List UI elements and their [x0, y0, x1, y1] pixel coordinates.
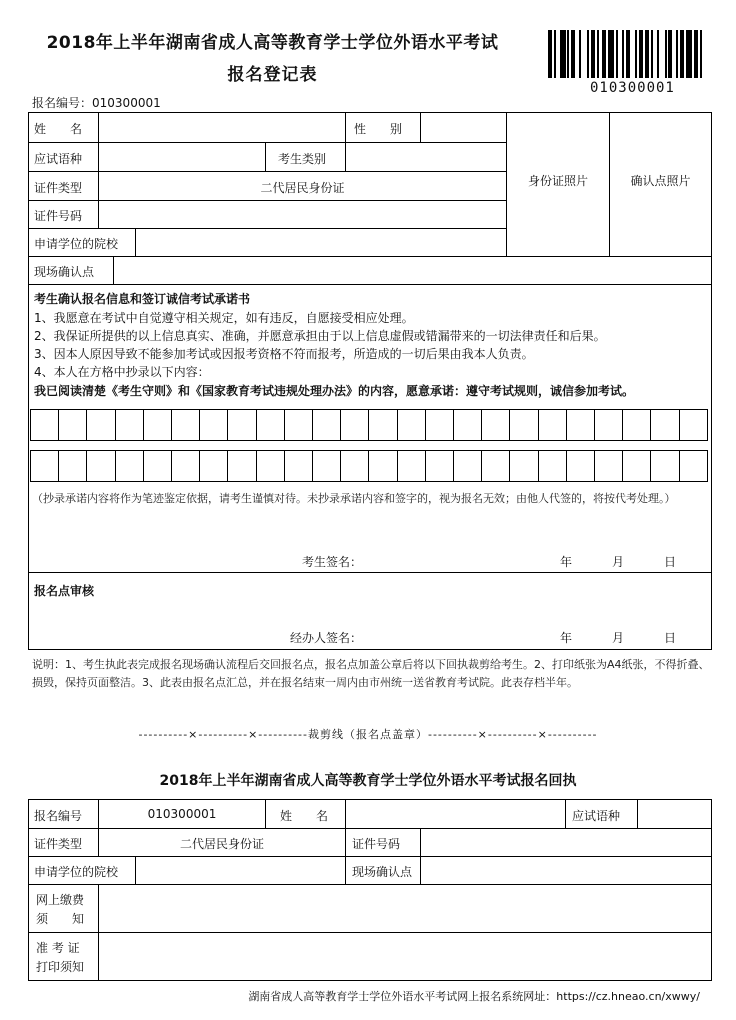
copy-grid-cell[interactable] — [285, 451, 313, 481]
pledge-item: 3、因本人原因导致不能参加考试或因报考资格不符而报考，所造成的一切后果由我本人负责。 — [34, 347, 534, 361]
copy-grid-cell[interactable] — [228, 410, 256, 440]
copy-grid-cell[interactable] — [595, 410, 623, 440]
review-title: 报名点审核 — [34, 584, 95, 598]
form-subtitle: 报名登记表 — [227, 65, 318, 85]
copy-grid-cell[interactable] — [454, 410, 482, 440]
copy-grid-cell[interactable] — [539, 410, 567, 440]
copy-grid-cell[interactable] — [285, 410, 313, 440]
receipt-name-label: 姓 名 — [280, 809, 329, 823]
copy-grid-cell[interactable] — [426, 410, 454, 440]
receipt-reg-no-label: 报名编号 — [34, 809, 83, 823]
receipt-id-type-label: 证件类型 — [34, 837, 83, 851]
copy-grid-cell[interactable] — [200, 451, 228, 481]
copy-grid-cell[interactable] — [680, 410, 707, 440]
copy-grid-cell[interactable] — [482, 410, 510, 440]
site-photo-label: 确认点照片 — [630, 174, 691, 188]
copy-grid-row-1[interactable] — [30, 409, 708, 441]
copy-grid-cell[interactable] — [454, 451, 482, 481]
instructions: 说明：1、考生执此表完成报名现场确认流程后交回报名点，报名点加盖公章后将以下回执裁剪给考生。2、打印纸张为A4纸张，不得折叠、损毁，保持页面整洁。3、此表由报名点汇总，并在报名结束一周内由市州统一送省教育考试院。此表存档半年。 — [32, 658, 710, 689]
receipt-title: 2018年上半年湖南省成人高等教育学士学位外语水平考试报名回执 — [159, 773, 577, 789]
copy-grid-cell[interactable] — [369, 451, 397, 481]
copy-grid-cell[interactable] — [680, 451, 707, 481]
copy-grid-cell[interactable] — [257, 451, 285, 481]
site-label: 现场确认点 — [34, 265, 95, 279]
review-month-label: 月 — [612, 631, 625, 645]
review-day-label: 日 — [664, 631, 677, 645]
site-field[interactable] — [114, 257, 711, 284]
candidate-category-label: 考生类别 — [278, 152, 327, 166]
pledge-item: 1、我愿意在考试中自觉遵守相关规定，如有违反，自愿接受相应处理。 — [34, 311, 414, 325]
receipt-fee-label: 网上缴费 — [36, 893, 85, 907]
copy-grid-cell[interactable] — [567, 451, 595, 481]
copy-grid-cell[interactable] — [116, 451, 144, 481]
copy-grid-cell[interactable] — [144, 451, 172, 481]
copy-grid-cell[interactable] — [172, 410, 200, 440]
copy-grid-cell[interactable] — [313, 410, 341, 440]
copy-grid-cell[interactable] — [482, 451, 510, 481]
gender-field[interactable] — [421, 113, 506, 142]
copy-grid-cell[interactable] — [31, 451, 59, 481]
pledge-item: 4、本人在方格中抄录以下内容： — [34, 365, 210, 379]
id-type-value: 二代居民身份证 — [260, 181, 345, 195]
copy-grid-cell[interactable] — [257, 410, 285, 440]
pledge-item: 2、我保证所提供的以上信息真实、准确，并愿意承担由于以上信息虚假或错漏带来的一切法律责任和后果。 — [34, 329, 606, 343]
copy-grid-cell[interactable] — [651, 410, 679, 440]
receipt-site-label: 现场确认点 — [352, 865, 413, 879]
copy-grid-cell[interactable] — [651, 451, 679, 481]
school-label: 申请学位的院校 — [34, 237, 119, 251]
copy-grid-cell[interactable] — [426, 451, 454, 481]
date-day-label: 日 — [664, 555, 677, 569]
candidate-signature-label: 考生签名： — [302, 555, 363, 569]
copy-grid-cell[interactable] — [59, 410, 87, 440]
pledge-statement: 我已阅读清楚《考生守则》和《国家教育考试违规处理办法》的内容，愿意承诺：遵守考试规则，诚信参加考试。 — [34, 384, 635, 398]
name-field[interactable] — [99, 113, 345, 142]
copy-grid-cell[interactable] — [539, 451, 567, 481]
officer-signature-field[interactable] — [364, 621, 544, 643]
id-type-label: 证件类型 — [34, 181, 83, 195]
registration-number-label: 报名编号： — [32, 96, 93, 110]
barcode-number: 010300001 — [590, 80, 675, 96]
receipt-print-label-2: 打印须知 — [36, 960, 85, 974]
copy-grid-cell[interactable] — [144, 410, 172, 440]
date-year-label: 年 — [560, 555, 573, 569]
pledge-title: 考生确认报名信息和签订诚信考试承诺书 — [34, 292, 251, 306]
copy-grid-cell[interactable] — [172, 451, 200, 481]
date-month-label: 月 — [612, 555, 625, 569]
receipt-print-label: 准 考 证 — [36, 941, 80, 955]
copy-note: （抄录承诺内容将作为笔迹鉴定依据，请考生谨慎对待。未抄录承诺内容和签字的，视为报名无效；由他人代签的，将按代考处理。） — [32, 492, 676, 505]
gender-label: 性 别 — [354, 122, 403, 136]
copy-grid-cell[interactable] — [595, 451, 623, 481]
officer-signature-label: 经办人签名： — [290, 631, 363, 645]
school-field[interactable] — [136, 229, 506, 256]
copy-grid-cell[interactable] — [59, 451, 87, 481]
copy-grid-cell[interactable] — [116, 410, 144, 440]
id-photo-label: 身份证照片 — [527, 174, 588, 188]
candidate-category-field[interactable] — [346, 143, 506, 171]
receipt-fee-label-2: 须 知 — [36, 912, 85, 926]
name-label: 姓 名 — [34, 122, 83, 136]
barcode — [548, 30, 706, 78]
review-year-label: 年 — [560, 631, 573, 645]
receipt-reg-no-value: 010300001 — [147, 807, 217, 821]
copy-grid-cell[interactable] — [623, 410, 651, 440]
id-number-label: 证件号码 — [34, 209, 83, 223]
copy-grid-cell[interactable] — [341, 410, 369, 440]
copy-grid-cell[interactable] — [369, 410, 397, 440]
form-title: 2018年上半年湖南省成人高等教育学士学位外语水平考试 — [46, 33, 499, 53]
registration-number — [32, 94, 161, 111]
copy-grid-cell[interactable] — [398, 410, 426, 440]
copy-grid-cell[interactable] — [31, 410, 59, 440]
footer-url: 湖南省成人高等教育学士学位外语水平考试网上报名系统网址：https://cz.hneao.cn/xwwy/ — [248, 990, 700, 1003]
copy-grid-cell[interactable] — [398, 451, 426, 481]
copy-grid-cell[interactable] — [228, 451, 256, 481]
copy-grid-cell[interactable] — [510, 451, 538, 481]
registration-number-value: 010300001 — [92, 96, 161, 110]
cut-line: ----------×----------×----------裁剪线（报名点盖章）----------×----------×---------- — [138, 728, 598, 741]
receipt-school-label: 申请学位的院校 — [34, 865, 119, 879]
language-field[interactable] — [99, 143, 265, 171]
id-number-field[interactable] — [99, 201, 506, 228]
copy-grid-cell[interactable] — [313, 451, 341, 481]
copy-grid-cell[interactable] — [87, 410, 115, 440]
copy-grid-cell[interactable] — [87, 451, 115, 481]
receipt-id-type-value: 二代居民身份证 — [179, 837, 264, 851]
copy-grid-cell[interactable] — [567, 410, 595, 440]
candidate-signature-field[interactable] — [364, 545, 544, 567]
receipt-id-number-label: 证件号码 — [352, 837, 401, 851]
copy-grid-cell[interactable] — [510, 410, 538, 440]
receipt-language-label: 应试语种 — [572, 809, 621, 823]
copy-grid-cell[interactable] — [341, 451, 369, 481]
language-label: 应试语种 — [34, 152, 83, 166]
copy-grid-row-2[interactable] — [30, 450, 708, 482]
copy-grid-cell[interactable] — [200, 410, 228, 440]
copy-grid-cell[interactable] — [623, 451, 651, 481]
